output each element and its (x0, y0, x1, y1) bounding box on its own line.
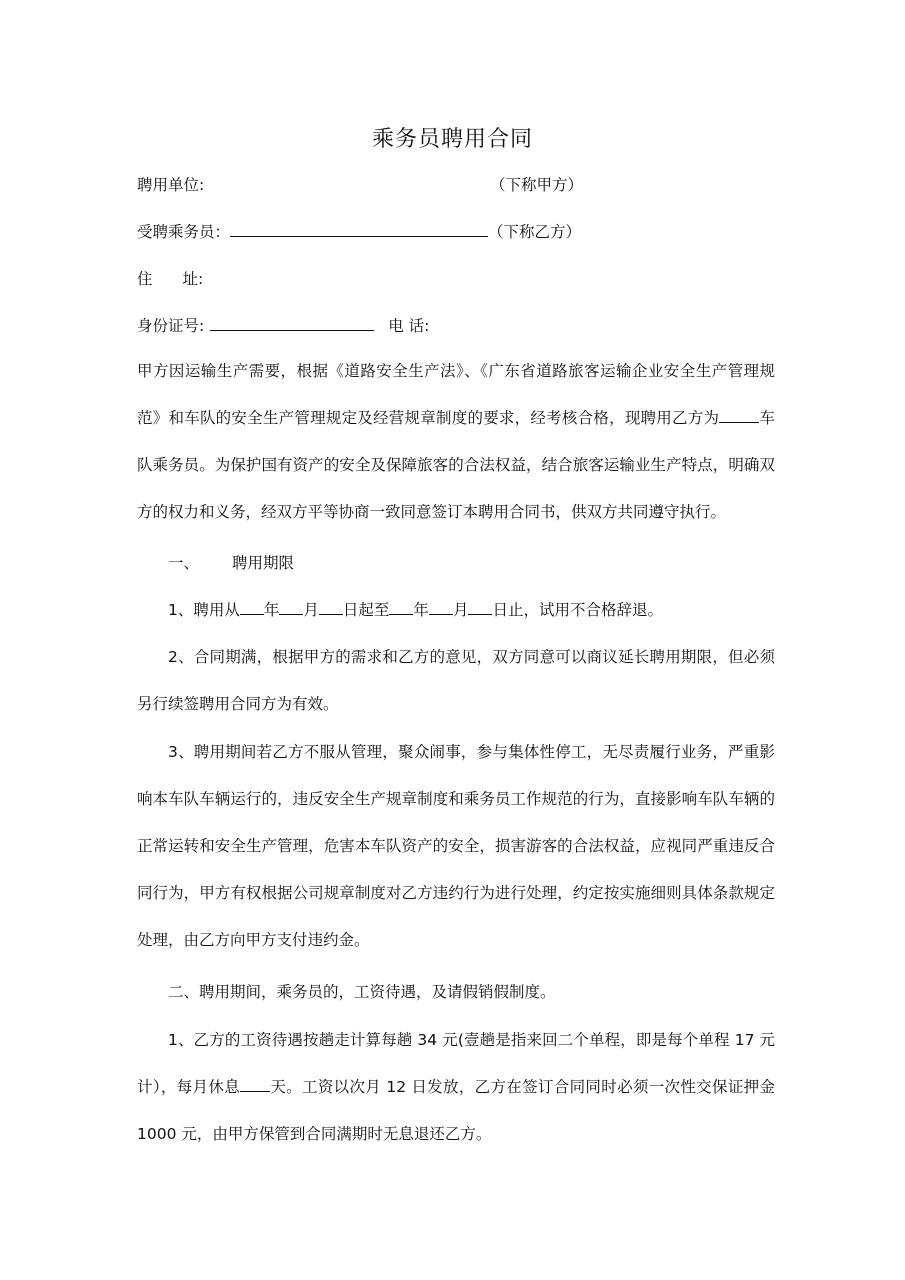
item1-text-d: 日起至 (342, 601, 390, 619)
section1-item3: 3、聘用期间若乙方不服从管理，聚众闹事，参与集体性停工，无尽责履行业务，严重影响本车队车辆运行的，违反安全生产规章制度和乘务员工作规范的行为，直接影响车队车辆的正常运转和安全生产管理，危害本车队资产的安全，损害游客的合法权益，应视同严重违反合同行为，甲方有权根据公司规章制度对乙方违约行为进行处理，约定按实施细则具体条款规定处理，由乙方向甲方支付违约金。 (137, 743, 775, 949)
end-year-blank[interactable] (389, 600, 413, 615)
end-day-blank[interactable] (468, 600, 492, 615)
start-month-blank[interactable] (279, 600, 303, 615)
phone-label: 电 话: (388, 317, 430, 335)
item1-text-b: 年 (263, 601, 280, 619)
id-phone-line (137, 315, 429, 337)
item1-text-a: 1、聘用从 (168, 601, 240, 619)
section2-item1-text-a: 1、乙方的工资待遇按趟走计算每趟 34 元(壹趟是指来回二个单程，即是每个单程 17 元计），每月休息 (137, 1031, 775, 1096)
employer-label: 聘用单位: (137, 176, 205, 194)
intro-text-part1: 甲方因运输生产需要，根据《道路安全生产法》、《广东省道路旅客运输企业安全生产管理规范》和车队的安全生产管理规定及经营规章制度的要求，经考核合格，现聘用乙方为 (137, 362, 775, 427)
employee-suffix: （下称乙方） (488, 223, 582, 241)
id-number-blank[interactable] (210, 316, 374, 331)
section2-item1-text-b: 天。工资以次月 12 日发放，乙方在签订合同同时必须一次性交保证押金 1000 元，由甲方保管到合同满期时无息退还乙方。 (137, 1078, 775, 1143)
item1-text-c: 月 (303, 601, 319, 619)
address-label-2: 址: (182, 270, 204, 288)
intro-text-part2: 车队乘务员。为保护国有资产的安全及保障旅客的合法权益，结合旅客运输业生产特点，明确双方的权力和义务，经双方平等协商一致同意签订本聘用合同书，供双方共同遵守执行。 (137, 409, 775, 521)
item1-text-e: 年 (413, 601, 429, 619)
section1-item1 (168, 599, 663, 621)
item1-text-f: 月 (452, 601, 469, 619)
section1-item2: 2、合同期满，根据甲方的需求和乙方的意见，双方同意可以商议延长聘用期限，但必须另行续签聘用合同方为有效。 (137, 648, 775, 713)
address-line (137, 268, 203, 290)
team-name-blank[interactable] (719, 408, 759, 423)
section1-number: 一、 (168, 554, 200, 572)
start-year-blank[interactable] (240, 600, 264, 615)
section2-item1 (137, 1017, 775, 1158)
employer-suffix: （下称甲方） (490, 176, 584, 194)
section1-heading (168, 552, 294, 574)
employee-line (137, 221, 581, 243)
rest-days-blank[interactable] (240, 1077, 270, 1092)
section1-title: 聘用期限 (232, 554, 295, 572)
address-label-1: 住 (137, 270, 153, 288)
item1-text-g: 日止，试用不合格辞退。 (492, 601, 663, 619)
document-title: 乘务员聘用合同 (371, 127, 533, 152)
intro-paragraph (137, 348, 775, 536)
end-month-blank[interactable] (429, 600, 453, 615)
employee-label: 受聘乘务员： (137, 223, 231, 241)
id-label: 身份证号: (137, 317, 205, 335)
employer-line (137, 174, 204, 196)
employee-name-blank[interactable] (230, 222, 488, 237)
section2-heading: 二、聘用期间，乘务员的，工资待遇，及请假销假制度。 (168, 983, 556, 1001)
start-day-blank[interactable] (319, 600, 343, 615)
